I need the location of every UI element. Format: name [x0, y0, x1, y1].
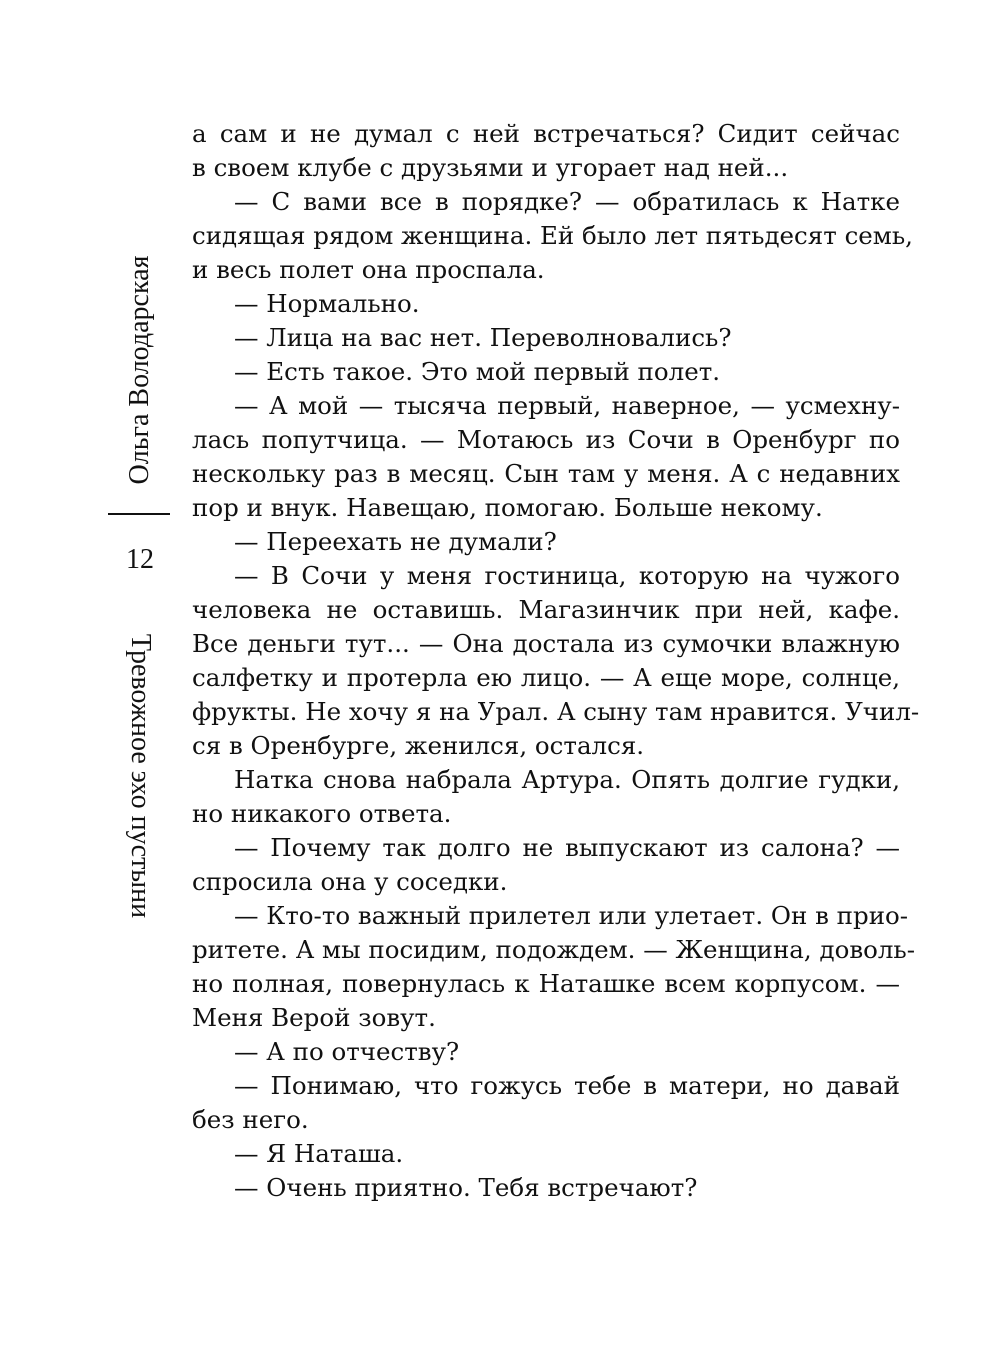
body-text	[192, 117, 920, 1205]
text-line: — Очень приятно. Тебя встречают?	[234, 1173, 698, 1202]
text-line: человека не оставишь. Магазинчик при ней, кафе.	[192, 595, 900, 624]
running-head-book-title: Тревожное эхо пустыни	[125, 633, 156, 919]
text-line: — А мой — тысяча первый, наверное, — усмехну-	[234, 391, 900, 420]
text-line: лась попутчица. — Мотаюсь из Сочи в Оренбург по	[192, 425, 900, 454]
text-line: — А по отчеству?	[234, 1037, 460, 1066]
text-line: — Переехать не думали?	[234, 527, 557, 556]
text-line: а сам и не думал с ней встречаться? Сидит сейчас	[192, 119, 900, 148]
text-line: ся в Оренбурге, женился, остался.	[192, 731, 645, 760]
text-line: — С вами все в порядке? — обратилась к Натке	[234, 187, 900, 216]
text-line: сидящая рядом женщина. Ей было лет пятьдесят семь,	[192, 221, 913, 250]
text-line: пор и внук. Навещаю, помогаю. Больше некому.	[192, 493, 823, 522]
text-line: салфетку и протерла ею лицо. — А еще море, солнце,	[192, 663, 900, 692]
text-line: но никакого ответа.	[192, 799, 452, 828]
text-line: но полная, повернулась к Наташке всем корпусом. —	[192, 969, 900, 998]
text-line: — Я Наташа.	[234, 1139, 404, 1168]
text-line: без него.	[192, 1105, 309, 1134]
text-line: Натка снова набрала Артура. Опять долгие гудки,	[234, 765, 900, 794]
text-line: в своем клубе с друзьями и угорает над ней...	[192, 153, 789, 182]
text-line: — Кто-то важный прилетел или улетает. Он в прио-	[234, 901, 909, 930]
text-line: Меня Верой зовут.	[192, 1003, 436, 1032]
text-line: — Нормально.	[234, 289, 420, 318]
text-line: ритете. А мы посидим, подождем. — Женщина, доволь-	[192, 935, 916, 964]
text-line: — В Сочи у меня гостиница, которую на чужого	[234, 561, 900, 590]
running-head-author: Ольга Володарская	[124, 255, 155, 485]
text-line: — Почему так долго не выпускают из салона? —	[234, 833, 900, 862]
text-line: Все деньги тут... — Она достала из сумочки влажную	[192, 629, 900, 658]
text-line: и весь полет она проспала.	[192, 255, 545, 284]
text-line: — Есть такое. Это мой первый полет.	[234, 357, 721, 386]
page-number: 12	[126, 544, 154, 575]
margin-divider	[108, 513, 170, 515]
text-line: — Понимаю, что гожусь тебе в матери, но давай	[234, 1071, 900, 1100]
text-line: — Лица на вас нет. Переволновались?	[234, 323, 732, 352]
text-line: спросила она у соседки.	[192, 867, 508, 896]
text-line: нескольку раз в месяц. Сын там у меня. А с недавних	[192, 459, 900, 488]
text-line: фрукты. Не хочу я на Урал. А сыну там нравится. Учил-	[192, 697, 920, 726]
